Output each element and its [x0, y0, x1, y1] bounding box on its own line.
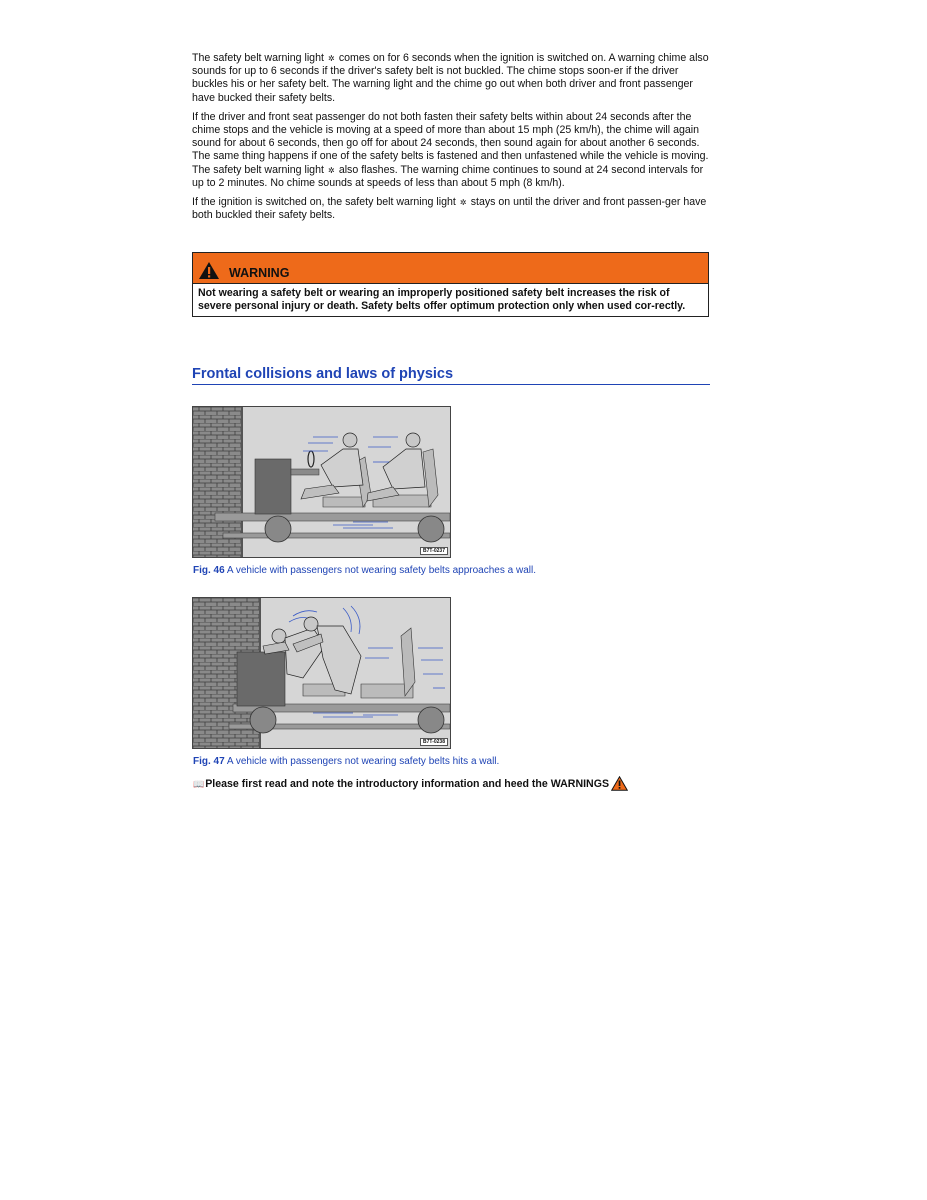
figure-47-illustration [192, 597, 451, 749]
paragraph-2: If the driver and front seat passenger do not both fasten their safety belts within about 24 seconds after the chime stops and the vehicle is moving at a speed of more than about 15 mph (25 km/h), the chime will again sound for about 6 seconds, then go off for about 24 seconds, then sound again for about another 6 seconds. The same thing happens if one of the safety belts is fastened and then unfastened while the vehicle is moving. The safety belt warning light ✲ also flashes. The warning chime continues to sound at 24 second intervals for up to 2 minutes. No chime sounds at speeds of less than about 5 mph (8 km/h). [192, 110, 709, 189]
figure-46-caption: Fig. 46 A vehicle with passengers not wearing safety belts approaches a wall. [193, 565, 536, 576]
figure-code: B7T-0238 [420, 738, 448, 746]
note-text[interactable]: Please first read and note the introductory information and heed the WARNINGS [205, 778, 610, 790]
read-warnings-note [193, 776, 628, 791]
paragraph-1: The safety belt warning light ✲ comes on for 6 seconds when the ignition is switched on. A warning chime also sounds for up to 6 seconds if the driver's safety belt is not buckled. The chime stops soon-er if the driver buckles his or her safety belt. The warning light and the chime go out when both driver and front passenger have bucked their safety belts. [192, 52, 709, 104]
section-heading: Frontal collisions and laws of physics [192, 365, 710, 385]
figure-46-illustration [192, 406, 451, 558]
figure-code: B7T-0237 [420, 547, 448, 555]
paragraph-3: If the ignition is switched on, the safety belt warning light ✲ stays on until the driver and front passen-ger have both buckled their safety belts. [192, 196, 707, 222]
warning-box [192, 252, 709, 317]
warning-triangle-icon [198, 261, 220, 280]
figure-47-caption: Fig. 47 A vehicle with passengers not wearing safety belts hits a wall. [193, 756, 500, 767]
warning-header [193, 253, 708, 284]
warning-text: Not wearing a safety belt or wearing an improperly positioned safety belt increases the risk of severe personal injury or death. Safety belts offer optimum protection only when used cor-rectly. [198, 287, 686, 313]
seatbelt-warning-icon: ✲ [459, 198, 467, 208]
body-text [192, 52, 710, 228]
seatbelt-warning-icon: ✲ [328, 165, 335, 175]
warning-triangle-icon[interactable] [611, 776, 628, 791]
seatbelt-warning-icon: ✲ [328, 54, 335, 63]
book-icon: 📖 [193, 779, 205, 789]
warning-title: WARNING [229, 266, 290, 280]
